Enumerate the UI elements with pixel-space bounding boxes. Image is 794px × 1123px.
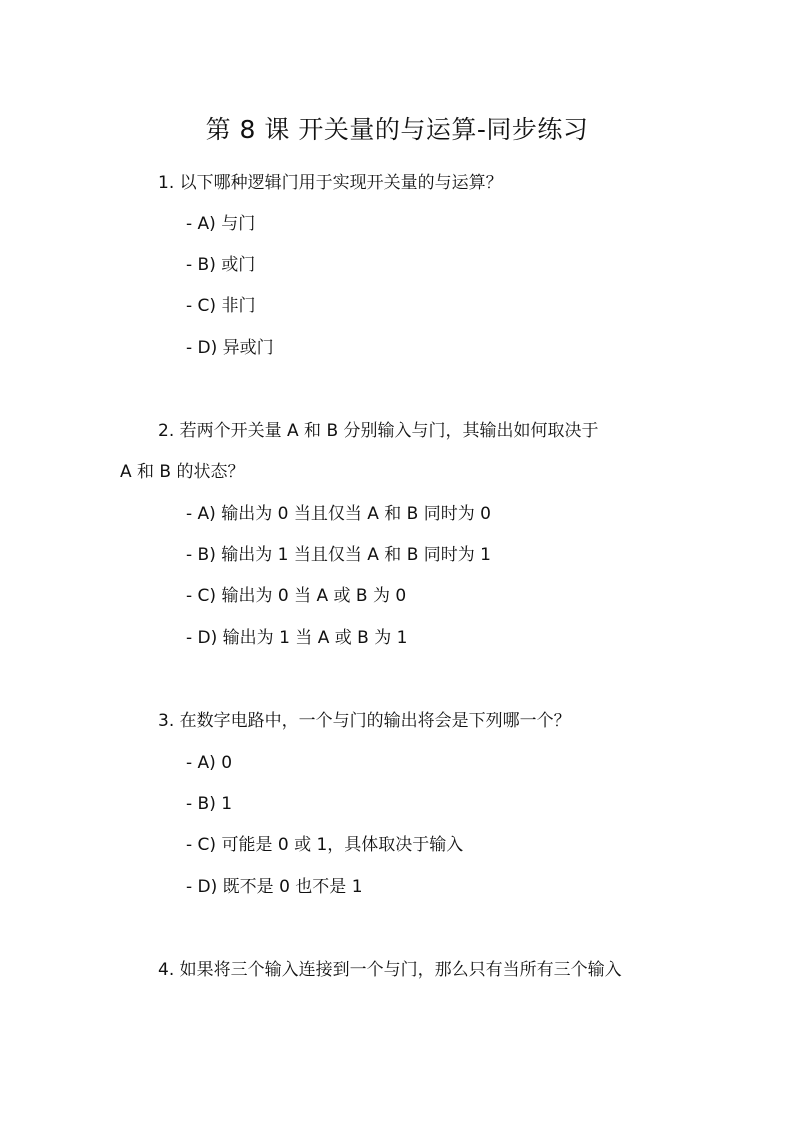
page-title: 第 8 课 开关量的与运算-同步练习 bbox=[205, 115, 589, 144]
question-3-option-d: - D) 既不是 0 也不是 1 bbox=[186, 877, 363, 897]
question-4-text: 4. 如果将三个输入连接到一个与门，那么只有当所有三个输入 bbox=[158, 960, 622, 980]
question-1-option-c: - C) 非门 bbox=[186, 296, 256, 316]
question-2-option-d: - D) 输出为 1 当 A 或 B 为 1 bbox=[186, 628, 408, 648]
question-1-option-b: - B) 或门 bbox=[186, 255, 256, 275]
question-2-text: 2. 若两个开关量 A 和 B 分别输入与门，其输出如何取决于 bbox=[158, 421, 599, 441]
question-1-text: 1. 以下哪种逻辑门用于实现开关量的与运算？ bbox=[158, 173, 503, 193]
question-2-option-a: - A) 输出为 0 当且仅当 A 和 B 同时为 0 bbox=[186, 504, 491, 524]
question-1-option-a: - A) 与门 bbox=[186, 214, 256, 234]
question-2-option-c: - C) 输出为 0 当 A 或 B 为 0 bbox=[186, 586, 407, 606]
question-3-option-c: - C) 可能是 0 或 1，具体取决于输入 bbox=[186, 835, 464, 855]
question-1-option-d: - D) 异或门 bbox=[186, 338, 274, 358]
question-2-text-continued: A 和 B 的状态？ bbox=[120, 462, 245, 482]
question-2-option-b: - B) 输出为 1 当且仅当 A 和 B 同时为 1 bbox=[186, 545, 491, 565]
question-3-text: 3. 在数字电路中，一个与门的输出将会是下列哪一个？ bbox=[158, 711, 571, 731]
question-3-option-a: - A) 0 bbox=[186, 753, 233, 773]
question-3-option-b: - B) 1 bbox=[186, 794, 233, 814]
